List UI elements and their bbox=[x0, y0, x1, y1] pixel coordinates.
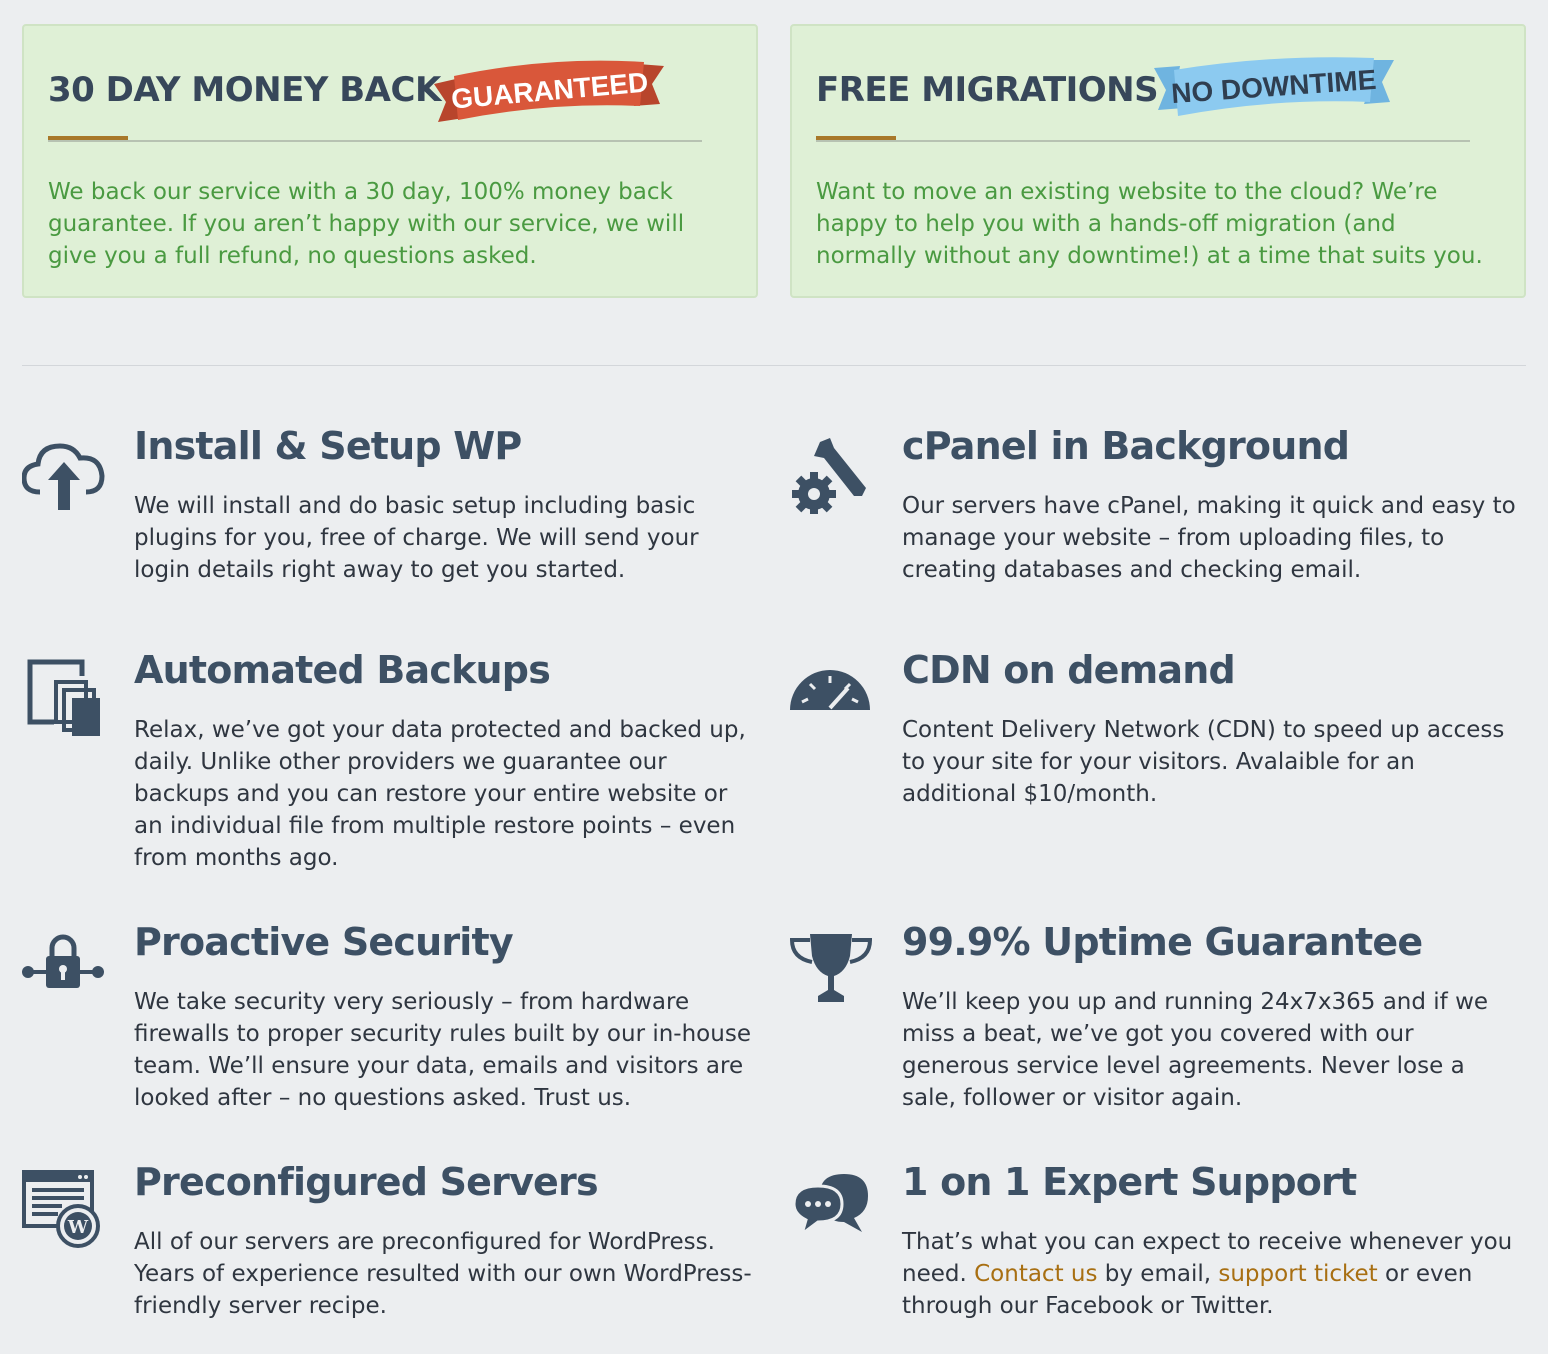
promo-divider bbox=[48, 140, 702, 142]
feature-text: Relax, we’ve got your data protected and backed up, daily. Unlike other providers we guarantee our backups and you can restore your entire website or an individual file from multiple restore points – even from months ago. bbox=[134, 717, 746, 871]
money-back-promo bbox=[22, 24, 758, 298]
feature-text: Content Delivery Network (CDN) to speed up access to your site for your visitors. Avalaible for an additional $10/month. bbox=[902, 717, 1505, 807]
feature-text: We will install and do basic setup including basic plugins for you, free of charge. We will send your login details right away to get you started. bbox=[134, 493, 699, 583]
guaranteed-ribbon bbox=[434, 56, 664, 130]
feature-text: All of our servers are preconfigured for WordPress. Years of experience resulted with our own WordPress-friendly server recipe. bbox=[134, 1229, 752, 1319]
promo-accent-bar bbox=[48, 136, 128, 140]
no-downtime-ribbon-text: NO DOWNTIME bbox=[1170, 63, 1378, 110]
wordpress-browser-icon bbox=[22, 1166, 106, 1250]
no-downtime-ribbon bbox=[1154, 54, 1394, 128]
feature-text: We take security very seriously – from hardware firewalls to proper security rules built by our in-house team. We’ll ensure your data, emails and visitors are looked after – no questions asked. Trust us. bbox=[134, 989, 751, 1111]
guaranteed-ribbon-text: GUARANTEED bbox=[449, 66, 650, 115]
migrations-promo bbox=[790, 24, 1526, 298]
support-text-after: or even through our Facebook or Twitter. bbox=[902, 1261, 1473, 1319]
migrations-title: FREE MIGRATIONS bbox=[816, 70, 1159, 110]
wrench-gear-icon bbox=[790, 430, 874, 514]
promo-divider bbox=[816, 140, 1470, 142]
feature-text: We’ll keep you up and running 24x7x365 and if we miss a beat, we’ve got you covered with our generous service level agreements. Never lose a sale, follower or visitor again. bbox=[902, 989, 1489, 1111]
lock-icon bbox=[22, 926, 106, 1010]
chat-bubbles-icon bbox=[790, 1166, 874, 1250]
feature-title: Install & Setup WP bbox=[134, 424, 522, 468]
support-text-middle: by email, bbox=[1097, 1261, 1219, 1287]
copy-files-icon bbox=[22, 654, 106, 738]
money-back-title: 30 DAY MONEY BACK bbox=[48, 70, 441, 110]
svg-text:W: W bbox=[67, 1217, 89, 1238]
feature-title: CDN on demand bbox=[902, 648, 1235, 692]
feature-title: Automated Backups bbox=[134, 648, 551, 692]
feature-text bbox=[902, 1226, 1522, 1322]
feature-title: Preconfigured Servers bbox=[134, 1160, 598, 1204]
feature-text: Our servers have cPanel, making it quick and easy to manage your website – from uploading files, to creating databases and checking email. bbox=[902, 493, 1516, 583]
feature-title: cPanel in Background bbox=[902, 424, 1350, 468]
contact-us-link[interactable]: Contact us bbox=[974, 1261, 1098, 1287]
speedometer-icon bbox=[790, 654, 874, 738]
section-divider bbox=[22, 365, 1526, 366]
support-text-before: That’s what you can expect to receive whenever you need. bbox=[902, 1229, 1513, 1287]
support-ticket-link[interactable]: support ticket bbox=[1218, 1261, 1378, 1287]
promo-accent-bar bbox=[816, 136, 896, 140]
feature-title: 99.9% Uptime Guarantee bbox=[902, 920, 1423, 964]
migrations-text: Want to move an existing website to the cloud? We’re happy to help you with a hands-off migration (and normally without any downtime!) at a time that suits you. bbox=[816, 179, 1483, 269]
trophy-icon bbox=[790, 926, 874, 1010]
money-back-text: We back our service with a 30 day, 100% money back guarantee. If you aren’t happy with our service, we will give you a full refund, no questions asked. bbox=[48, 179, 685, 269]
feature-title: 1 on 1 Expert Support bbox=[902, 1160, 1357, 1204]
cloud-upload-icon bbox=[22, 430, 106, 514]
feature-title: Proactive Security bbox=[134, 920, 513, 964]
